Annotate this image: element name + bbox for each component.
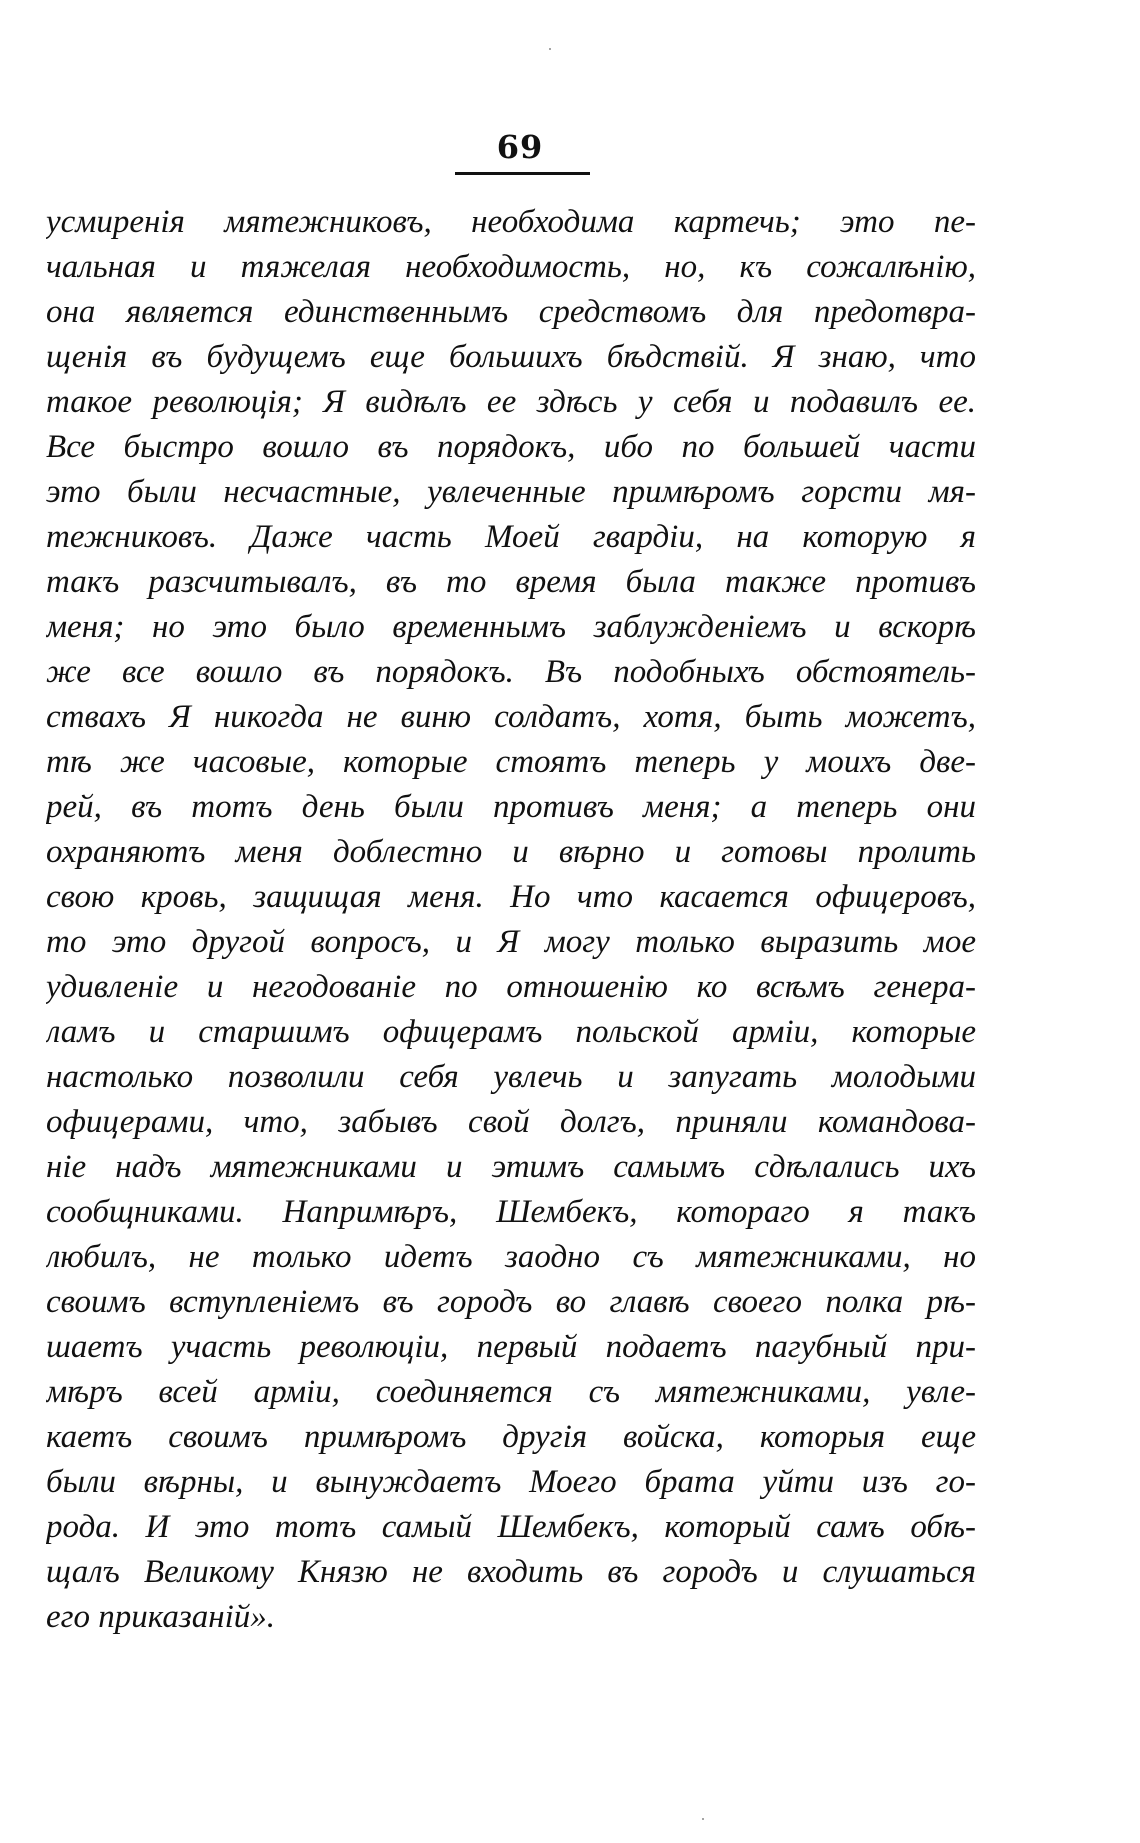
text-line: были вѣрны, и вынуждаетъ Моего брата уйти изъ го- — [46, 1464, 976, 1500]
text-line: охраняютъ меня доблестно и вѣрно и готовы пролить — [46, 834, 976, 870]
text-line-last: его приказаній». — [46, 1599, 276, 1635]
page-number: 69 — [496, 128, 544, 166]
text-line: то это другой вопросъ, и Я могу только выразить мое — [46, 924, 976, 960]
text-line: свою кровь, защищая меня. Но что касается офицеровъ, — [46, 879, 976, 915]
text-line: это были несчастные, увлеченные примѣромъ горсти мя- — [46, 474, 976, 510]
text-line: рей, въ тотъ день были противъ меня; а теперь они — [46, 789, 976, 825]
text-line: ніе надъ мятежниками и этимъ самымъ сдѣлались ихъ — [46, 1149, 976, 1185]
text-line: любилъ, не только идетъ заодно съ мятежниками, но — [46, 1239, 976, 1275]
text-line: каетъ своимъ примѣромъ другія войска, которыя еще — [46, 1419, 976, 1455]
text-line: ламъ и старшимъ офицерамъ польской арміи, которые — [46, 1014, 976, 1050]
text-line: чальная и тяжелая необходимость, но, къ сожалѣнію, — [46, 249, 976, 285]
text-line: рода. И это тотъ самый Шембекъ, который самъ обѣ- — [46, 1509, 976, 1545]
text-line: усмиренія мятежниковъ, необходима картечь; это пе- — [46, 204, 976, 240]
text-line: тѣ же часовые, которые стоятъ теперь у моихъ две- — [46, 744, 976, 780]
text-line: она является единственнымъ средствомъ для предотвра- — [46, 294, 976, 330]
paper-speck — [702, 1818, 704, 1820]
text-line: своимъ вступленіемъ въ городъ во главѣ своего полка рѣ- — [46, 1284, 976, 1320]
text-line: настолько позволили себя увлечь и запугать молодыми — [46, 1059, 976, 1095]
text-line: ствахъ Я никогда не виню солдатъ, хотя, быть можетъ, — [46, 699, 976, 735]
text-line: сообщниками. Напримѣръ, Шембекъ, котораго я такъ — [46, 1194, 976, 1230]
text-line: мѣръ всей арміи, соединяется съ мятежниками, увле- — [46, 1374, 976, 1410]
text-line: такое революція; Я видѣлъ ее здѣсь у себя и подавилъ ее. — [46, 384, 976, 420]
text-line: удивленіе и негодованіе по отношенію ко всѣмъ генера- — [46, 969, 976, 1005]
text-line: офицерами, что, забывъ свой долгъ, приняли командова- — [46, 1104, 976, 1140]
text-line: меня; но это было временнымъ заблужденіемъ и вскорѣ — [46, 609, 976, 645]
header-rule — [455, 172, 590, 175]
body-text — [46, 200, 976, 1640]
text-line: шаетъ участь революціи, первый подаетъ пагубный при- — [46, 1329, 976, 1365]
text-line: тежниковъ. Даже часть Моей гвардіи, на которую я — [46, 519, 976, 555]
text-line: такъ разсчитывалъ, въ то время была также противъ — [46, 564, 976, 600]
text-line: щалъ Великому Князю не входить въ городъ и слушаться — [46, 1554, 976, 1590]
text-line: же все вошло въ порядокъ. Въ подобныхъ обстоятель- — [46, 654, 976, 690]
paper-speck — [549, 48, 551, 50]
text-line: щенія въ будущемъ еще большихъ бѣдствій. Я знаю, что — [46, 339, 976, 375]
text-line: Все быстро вошло въ порядокъ, ибо по большей части — [46, 429, 976, 465]
